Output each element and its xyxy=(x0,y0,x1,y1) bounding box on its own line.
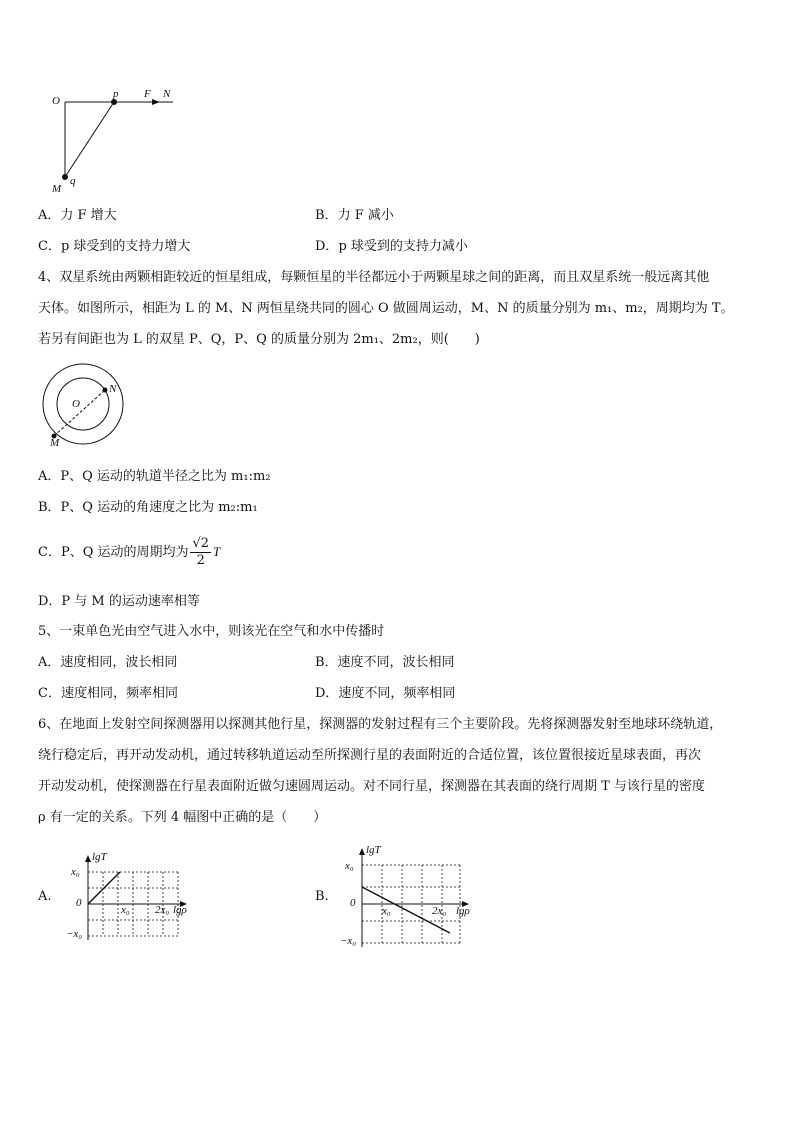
q6-stem-line-4: ρ 有一定的关系。下列 4 幅图中正确的是（ ） xyxy=(38,810,327,825)
fig1-label-q: q xyxy=(70,175,76,187)
q5-option-a[interactable]: A．速度相同，波长相同 xyxy=(38,655,178,670)
graph-a xyxy=(60,850,210,945)
fig1-label-M: M xyxy=(52,183,62,195)
q3-option-d[interactable]: D．p 球受到的支持力减小 xyxy=(315,239,468,254)
fig1-label-p: p xyxy=(113,88,119,100)
graph-b-x2: 2x₀ xyxy=(432,905,447,917)
graph-a-y-top: x₀ xyxy=(71,866,80,878)
q4-option-a[interactable]: A．P、Q 运动的轨道半径之比为 m₁:m₂ xyxy=(38,469,271,484)
fig2-label-O: O xyxy=(72,398,80,410)
q4-stem-line-3: 若另有间距也为 L 的双星 P、Q，P、Q 的质量分别为 2m₁、2m₂，则( ) xyxy=(38,332,480,347)
graph-a-x1: x₀ xyxy=(121,904,130,916)
graph-b-y-bottom: −x₀ xyxy=(340,935,357,947)
fig2-label-N: N xyxy=(109,383,117,395)
fig1-label-N: N xyxy=(163,88,171,100)
fig1-label-O: O xyxy=(52,95,60,107)
q5-option-c[interactable]: C．速度相同，频率相同 xyxy=(38,686,178,701)
graph-a-y-zero: 0 xyxy=(76,897,82,909)
graph-a-x2: 2x₀ xyxy=(155,904,170,916)
q3-option-c[interactable]: C．p 球受到的支持力增大 xyxy=(38,239,191,254)
q6-option-b[interactable]: B. xyxy=(315,889,329,904)
q4-option-d[interactable]: D．P 与 M 的运动速率相等 xyxy=(38,594,200,609)
graph-b-y-zero: 0 xyxy=(350,897,356,909)
q5-stem: 5、一束单色光由空气进入水中，则该光在空气和水中传播时 xyxy=(38,624,385,639)
graph-b-x1: x₀ xyxy=(382,905,391,917)
fraction: $\frac{√2}{2}$ xyxy=(192,536,210,568)
q6-stem-line-3: 开动发动机，使探测器在行星表面附近做匀速圆周运动。对不同行星，探测器在其表面的绕行周期 T 与该行星的密度 xyxy=(38,779,705,794)
q5-option-d[interactable]: D．速度不同，频率相同 xyxy=(315,686,456,701)
q4-option-c[interactable]: C．P、Q 运动的周期均为 $\frac{√2}{2}$ T xyxy=(38,536,221,568)
fig2-label-M: M xyxy=(50,437,60,449)
graph-a-ylabel: lgT xyxy=(92,851,107,863)
graph-a-xlabel: lgρ xyxy=(173,904,187,916)
q5-option-b[interactable]: B．速度不同，波长相同 xyxy=(315,655,455,670)
q6-option-a[interactable]: A. xyxy=(38,889,52,904)
graph-b-xlabel: lgρ xyxy=(456,905,470,917)
graph-b xyxy=(334,843,484,953)
fig1-label-F: F xyxy=(144,88,151,100)
q4-stem-line-2: 天体。如图所示，相距为 L 的 M、N 两恒星绕共同的圆心 O 做圆周运动，M、N 的质量分别为 m₁、m₂，周期均为 T。 xyxy=(38,301,734,316)
graph-a-y-bottom: −x₀ xyxy=(66,928,83,940)
q6-stem-line-1: 6、在地面上发射空间探测器用以探测其他行星，探测器的发射过程有三个主要阶段。先将探测器发射至地球环绕轨道， xyxy=(38,717,723,732)
q6-stem-line-2: 绕行稳定后，再开动发动机，通过转移轨道运动至所探测行星的表面附近的合适位置，该位置很接近星球表面，再次 xyxy=(38,748,702,763)
q3-option-a[interactable]: A．力 F 增大 xyxy=(38,208,117,223)
q4-stem-line-1: 4、双星系统由两颗相距较近的恒星组成，每颗恒星的半径都远小于两颗星球之间的距离，而且双星系统一般远离其他 xyxy=(38,270,710,285)
graph-b-ylabel: lgT xyxy=(366,844,381,856)
q4-option-b[interactable]: B．P、Q 运动的角速度之比为 m₂:m₁ xyxy=(38,500,258,515)
q3-option-b[interactable]: B．力 F 减小 xyxy=(315,208,394,223)
graph-b-y-top: x₀ xyxy=(345,860,354,872)
